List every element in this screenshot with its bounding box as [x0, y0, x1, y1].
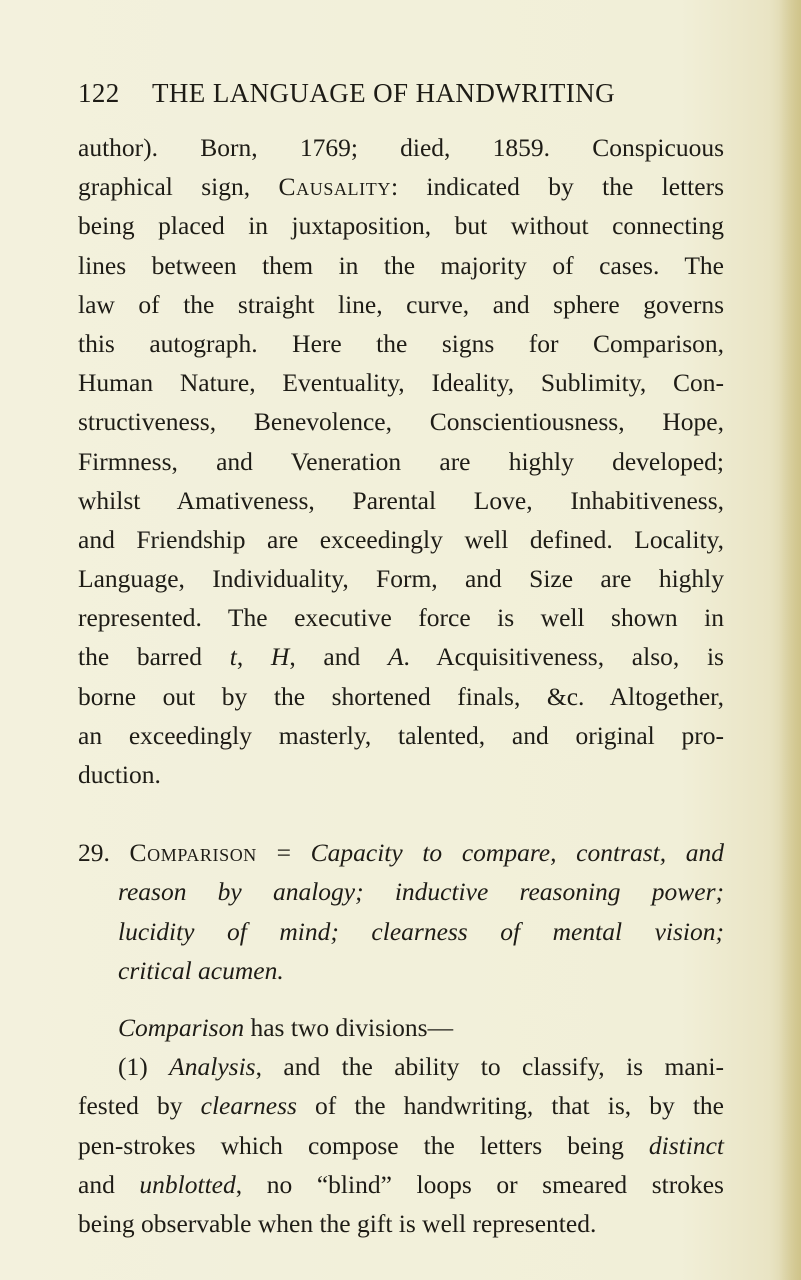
- page-number: 122: [78, 78, 120, 108]
- text-fragment: and: [78, 1169, 140, 1199]
- text-line: Language, Individuality, Form, and Size are highly: [78, 564, 724, 594]
- text-fragment: has two divisions—: [244, 1012, 454, 1042]
- text-fragment: ,: [236, 642, 271, 672]
- entry-heading-line: [78, 833, 724, 872]
- text-line: Human Nature, Eventuality, Ideality, Sublimity, Con-: [78, 368, 724, 398]
- section-gap: [78, 990, 724, 1008]
- text-fragment: : indicated by the letters: [390, 172, 724, 202]
- italic-letter: A: [387, 642, 404, 672]
- text-fragment: of the handwriting, that is, by the: [296, 1091, 724, 1121]
- text-line: [78, 1165, 724, 1204]
- entry-term: Comparison: [129, 838, 257, 868]
- text-fragment: , and: [289, 642, 388, 672]
- definition-line: [78, 951, 724, 990]
- section-gap: [78, 794, 724, 833]
- text-fragment: , and the ability to classify, is mani-: [255, 1052, 724, 1082]
- text-line: Firmness, and Veneration are highly developed;: [78, 446, 724, 476]
- running-title: THE LANGUAGE OF HANDWRITING: [152, 78, 615, 108]
- text-fragment: (1): [118, 1052, 170, 1082]
- text-line: [78, 1086, 724, 1125]
- text-fragment: the barred: [78, 642, 230, 672]
- entry-definition: reason by analogy; inductive reasoning power;: [118, 877, 724, 907]
- text-line: structiveness, Benevolence, Conscientiousness, Hope,: [78, 407, 724, 437]
- definition-line: [78, 912, 724, 951]
- text-line: this autograph. Here the signs for Comparison,: [78, 328, 724, 358]
- entry-definition: lucidity of mind; clearness of mental vision;: [118, 916, 724, 946]
- text-line: [78, 1008, 724, 1047]
- text-line: and Friendship are exceedingly well defined. Locality,: [78, 524, 724, 554]
- italic-letter: H: [270, 642, 290, 672]
- text-line: whilst Amativeness, Parental Love, Inhabitiveness,: [78, 485, 724, 515]
- text-line: represented. The executive force is well shown in: [78, 603, 724, 633]
- entry-number: 29.: [78, 838, 130, 868]
- definition-line: [78, 872, 724, 911]
- italic-term: distinct: [648, 1130, 724, 1160]
- text-fragment: graphical sign,: [78, 172, 279, 202]
- text-line: [78, 637, 724, 676]
- text-line: borne out by the shortened finals, &c. Altogether,: [78, 681, 724, 711]
- entry-equals: =: [256, 838, 311, 868]
- running-header: [78, 78, 718, 109]
- text-line: [78, 1126, 724, 1165]
- text-line: an exceedingly masterly, talented, and original pro-: [78, 720, 724, 750]
- italic-term: Analysis: [169, 1052, 256, 1082]
- text-line: being placed in juxtaposition, but without connecting: [78, 211, 724, 241]
- italic-term: Comparison: [118, 1012, 245, 1042]
- italic-letter: t: [229, 642, 237, 672]
- text-line: author). Born, 1769; died, 1859. Conspicuous: [78, 133, 724, 162]
- text-line: [78, 167, 724, 206]
- text-line: [78, 1047, 724, 1086]
- text-fragment: pen-strokes which compose the letters being: [78, 1130, 649, 1160]
- text-line: law of the straight line, curve, and sphere governs: [78, 289, 724, 319]
- italic-term: clearness: [200, 1091, 297, 1121]
- italic-term: unblotted: [139, 1169, 236, 1199]
- entry-definition: Capacity to compare, contrast, and: [310, 838, 725, 868]
- text-fragment: , no “blind” loops or smeared strokes: [235, 1169, 724, 1199]
- text-line: lines between them in the majority of cases. The: [78, 250, 724, 280]
- text-fragment: . Acquisitiveness, also, is: [403, 642, 724, 672]
- text-line: being observable when the gift is well represented.: [78, 1208, 597, 1238]
- page-edge-shadow: [779, 0, 801, 1280]
- entry-definition: critical acumen.: [118, 955, 284, 985]
- text-fragment: fested by: [78, 1091, 201, 1121]
- term-causality: Causality: [278, 172, 391, 202]
- text-line: duction.: [78, 760, 161, 789]
- page-body: [78, 128, 724, 1243]
